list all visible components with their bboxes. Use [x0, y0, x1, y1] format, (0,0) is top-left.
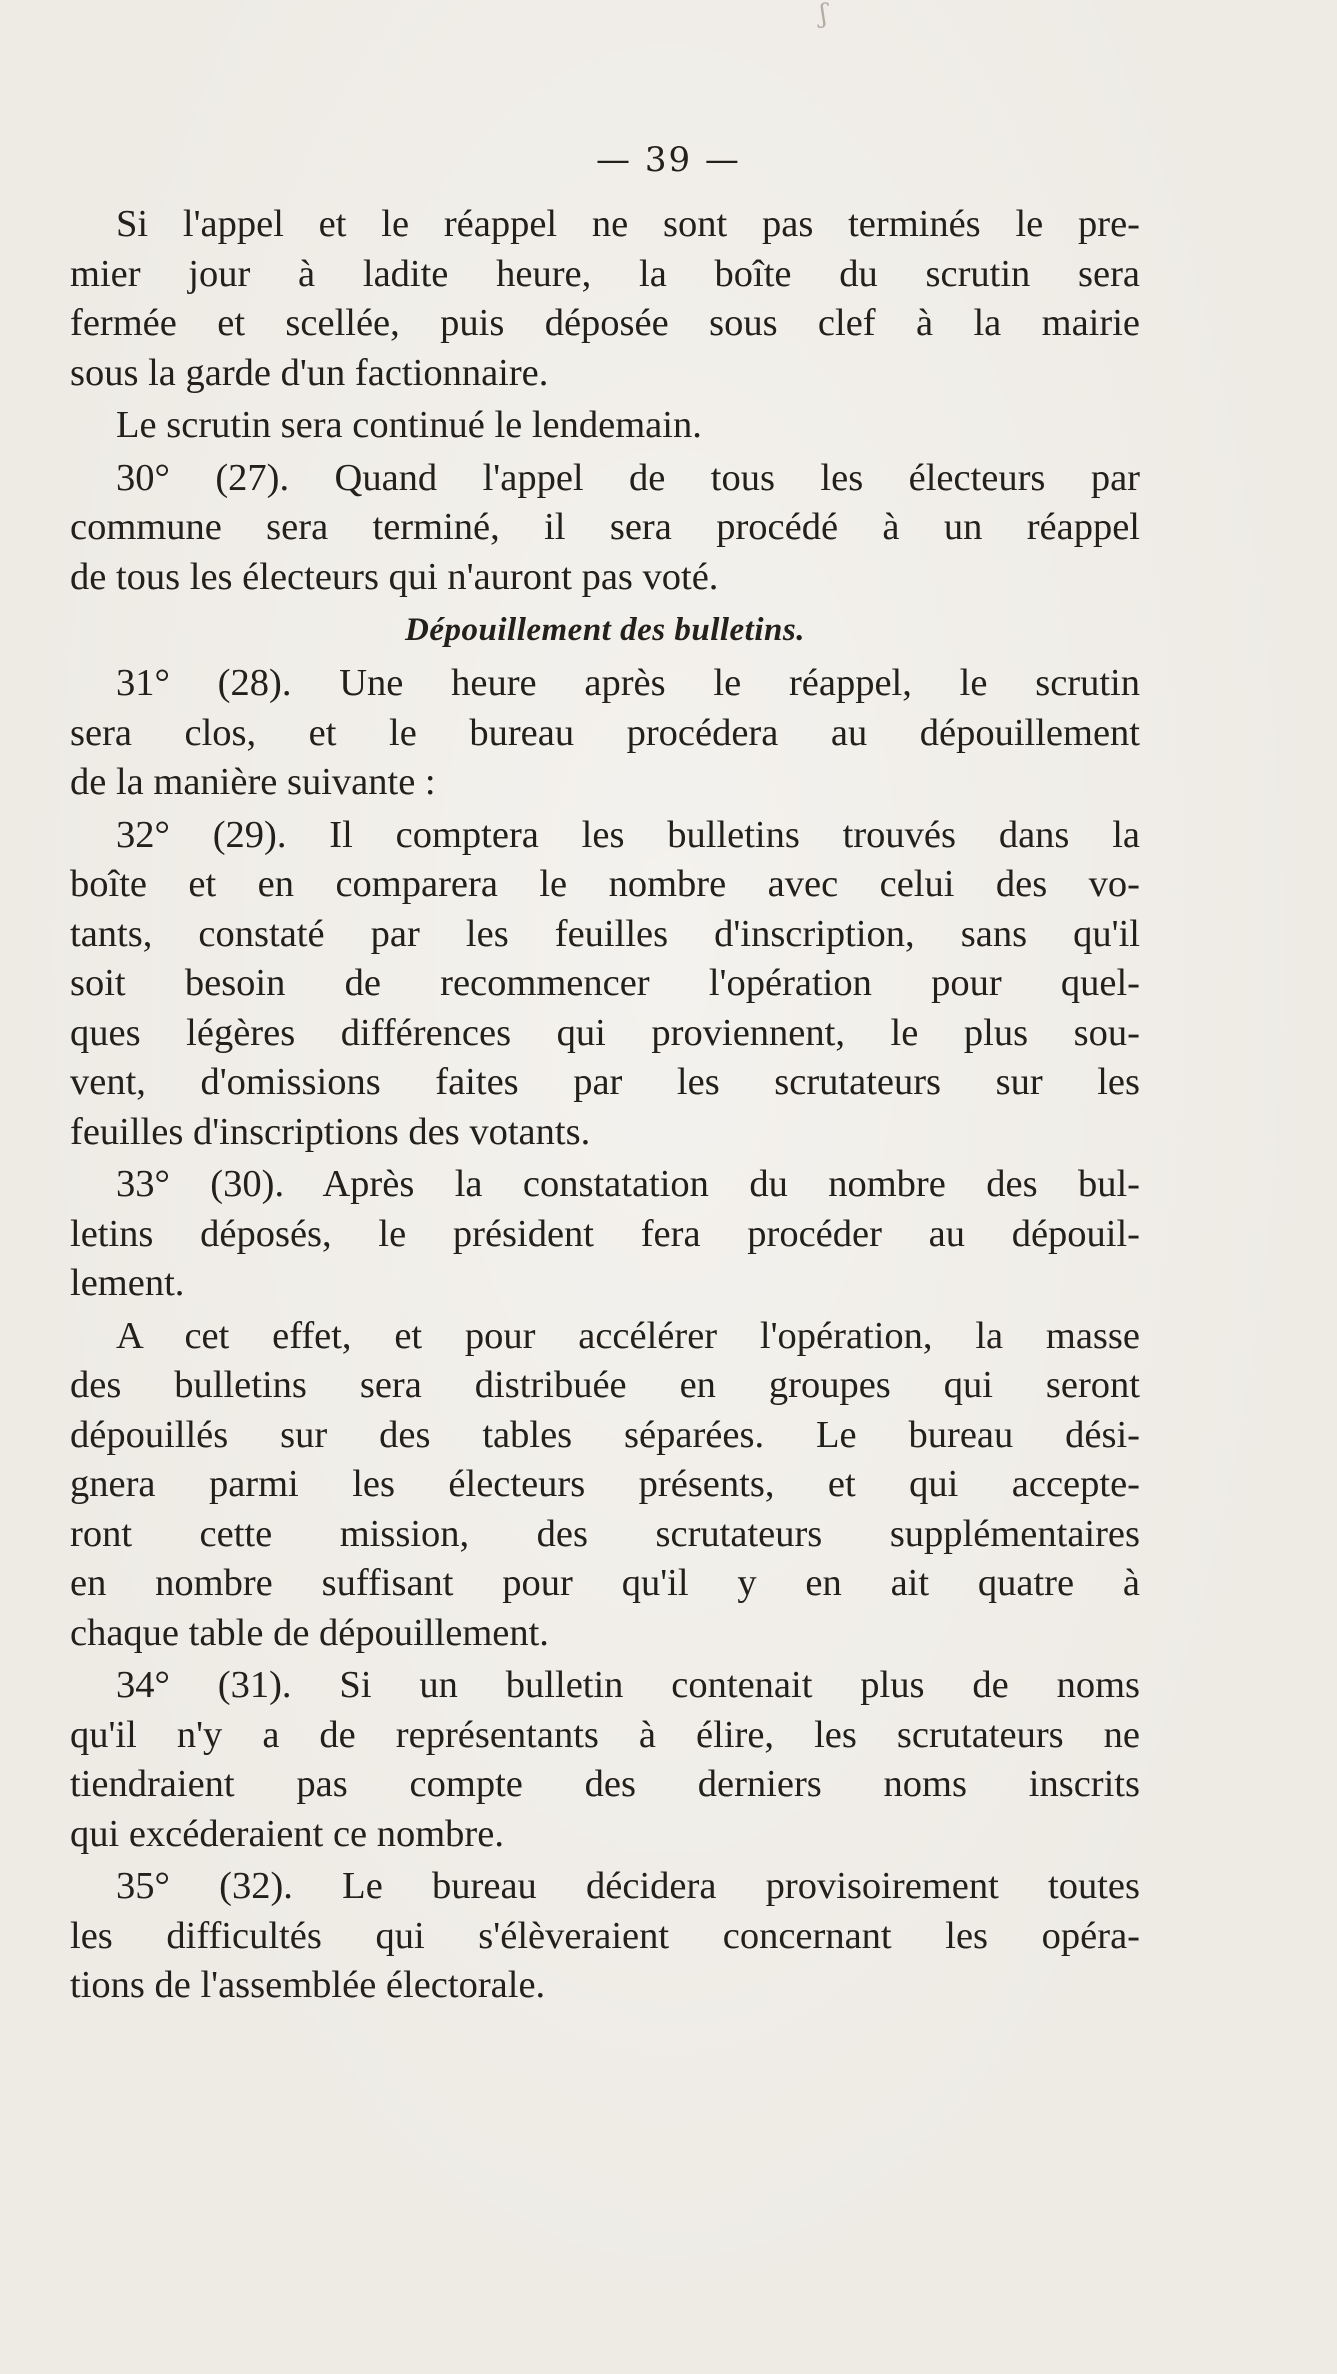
text-line: ques légères différences qui proviennent, le plus sou- — [70, 1011, 1140, 1054]
text-line: dépouillés sur des tables séparées. Le bureau dési- — [70, 1413, 1140, 1456]
text-line: sous la garde d'un factionnaire. — [70, 351, 549, 394]
text-line: gnera parmi les électeurs présents, et qui accepte- — [70, 1463, 1140, 1505]
text-line: sera clos, et le bureau procédera au dépouillement — [70, 711, 1140, 754]
text-line: mier jour à ladite heure, la boîte du scrutin sera — [70, 252, 1140, 295]
paragraph-appel — [70, 200, 1140, 398]
text-line: soit besoin de recommencer l'opération pour quel- — [70, 962, 1140, 1004]
text-line: tions de l'assemblée électorale. — [70, 1964, 546, 2006]
text-line: qui excéderaient ce nombre. — [70, 1812, 504, 1855]
text-line: boîte et en comparera le nombre avec celui des vo- — [70, 863, 1140, 905]
text-line: les difficultés qui s'élèveraient concernant les opéra- — [70, 1914, 1140, 1957]
text-line: 31° (28). Une heure après le réappel, le scrutin — [116, 662, 1140, 704]
text-line: Si l'appel et le réappel ne sont pas terminés le pre- — [116, 203, 1140, 245]
text-line: 30° (27). Quand l'appel de tous les électeurs par — [116, 456, 1140, 499]
paragraph-article-30 — [70, 454, 1140, 603]
text-line: vent, d'omissions faites par les scrutateurs sur les — [70, 1061, 1140, 1103]
text-line: lement. — [70, 1262, 185, 1304]
section-heading: Dépouillement des bulletins. — [405, 612, 805, 648]
paragraph-cet-effet — [70, 1312, 1140, 1659]
paragraph-article-32 — [70, 811, 1140, 1158]
text-line: ront cette mission, des scrutateurs supplémentaires — [70, 1512, 1140, 1555]
text-line: fermée et scellée, puis déposée sous clef à la mairie — [70, 302, 1140, 344]
text-line: feuilles d'inscriptions des votants. — [70, 1110, 591, 1153]
text-line: tiendraient pas compte des derniers noms inscrits — [70, 1763, 1140, 1805]
text-line: Le scrutin sera continué le lendemain. — [116, 404, 702, 446]
text-line: commune sera terminé, il sera procédé à un réappel — [70, 506, 1140, 548]
ink-mark-decoration: ʃ — [820, 0, 828, 29]
text-line: 35° (32). Le bureau décidera provisoirement toutes — [116, 1865, 1140, 1907]
paragraph-article-35 — [70, 1862, 1140, 2011]
paragraph-article-34 — [70, 1661, 1140, 1859]
text-line: 34° (31). Si un bulletin contenait plus de noms — [116, 1664, 1140, 1706]
text-line: qu'il n'y a de représentants à élire, les scrutateurs ne — [70, 1713, 1140, 1756]
text-line: 32° (29). Il comptera les bulletins trouvés dans la — [116, 813, 1140, 856]
text-line: chaque table de dépouillement. — [70, 1611, 549, 1654]
paragraph-continuation — [70, 401, 1140, 451]
text-line: en nombre suffisant pour qu'il y en ait quatre à — [70, 1562, 1140, 1604]
text-line: A cet effet, et pour accélérer l'opération, la masse — [116, 1314, 1140, 1357]
text-line: 33° (30). Après la constatation du nombre des bul- — [116, 1163, 1140, 1205]
text-line: tants, constaté par les feuilles d'inscription, sans qu'il — [70, 912, 1140, 955]
page-number: — 39 — — [596, 140, 741, 180]
text-line: des bulletins sera distribuée en groupes qui seront — [70, 1364, 1140, 1406]
text-line: letins déposés, le président fera procéder au dépouil- — [70, 1212, 1140, 1255]
text-line: de la manière suivante : — [70, 761, 436, 803]
text-line: de tous les électeurs qui n'auront pas voté. — [70, 555, 719, 598]
paragraph-article-33 — [70, 1160, 1140, 1309]
body-text — [70, 200, 1140, 2014]
paragraph-article-31 — [70, 659, 1140, 808]
